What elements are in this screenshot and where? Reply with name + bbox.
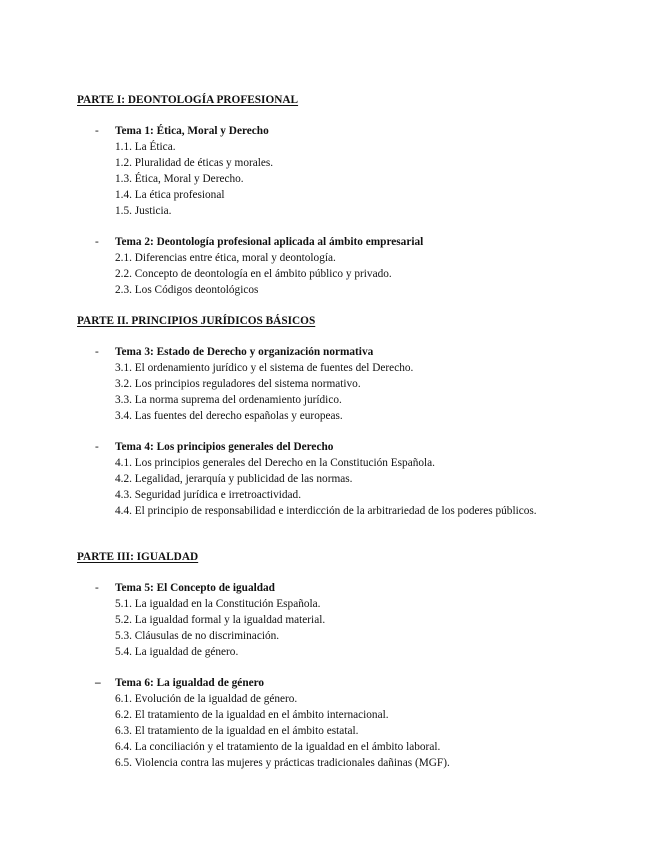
list-item: 5.1. La igualdad en la Constitución Española.: [115, 598, 321, 610]
part-heading: PARTE I: DEONTOLOGÍA PROFESIONAL: [77, 94, 299, 106]
list-item: 4.3. Seguridad jurídica e irretroactividad.: [115, 489, 302, 501]
list-item: 3.1. El ordenamiento jurídico y el sistema de fuentes del Derecho.: [115, 362, 414, 374]
tema-heading: [95, 345, 373, 359]
list-item: 6.3. El tratamiento de la igualdad en el ámbito estatal.: [115, 725, 359, 737]
tema-heading: [95, 124, 269, 138]
list-item: 5.4. La igualdad de género.: [115, 646, 239, 658]
tema-heading: [95, 581, 275, 595]
list-item: 5.2. La igualdad formal y la igualdad material.: [115, 614, 326, 626]
part-heading: PARTE II. PRINCIPIOS JURÍDICOS BÁSICOS: [77, 315, 316, 327]
list-item: 3.4. Las fuentes del derecho españolas y europeas.: [115, 410, 343, 422]
bullet-dash: -: [95, 441, 99, 453]
list-item: 1.4. La ética profesional: [115, 189, 225, 201]
list-item: 1.2. Pluralidad de éticas y morales.: [115, 157, 274, 169]
list-item: 3.2. Los principios reguladores del sistema normativo.: [115, 378, 361, 390]
list-item: 3.3. La norma suprema del ordenamiento jurídico.: [115, 394, 342, 406]
list-item: 4.1. Los principios generales del Derecho en la Constitución Española.: [115, 457, 435, 469]
list-item: 6.5. Violencia contra las mujeres y prácticas tradicionales dañinas (MGF).: [115, 757, 450, 769]
list-item: 6.2. El tratamiento de la igualdad en el ámbito internacional.: [115, 709, 389, 721]
tema-title: Tema 4: Los principios generales del Derecho: [115, 441, 334, 453]
list-item: 4.2. Legalidad, jerarquía y publicidad de las normas.: [115, 473, 353, 485]
bullet-dash: -: [95, 582, 99, 594]
tema-title: Tema 5: El Concepto de igualdad: [115, 582, 275, 594]
list-item: 6.1. Evolución de la igualdad de género.: [115, 693, 298, 705]
bullet-dash: -: [95, 346, 99, 358]
tema-heading: [95, 440, 333, 454]
list-item: 6.4. La conciliación y el tratamiento de la igualdad en el ámbito laboral.: [115, 741, 441, 753]
part-heading: PARTE III: IGUALDAD: [77, 551, 199, 563]
tema-heading: [95, 235, 423, 249]
tema-title: Tema 1: Ética, Moral y Derecho: [115, 125, 269, 137]
list-item: 2.1. Diferencias entre ética, moral y deontología.: [115, 252, 336, 264]
list-item: 2.2. Concepto de deontología en el ámbito público y privado.: [115, 268, 392, 280]
tema-title: Tema 2: Deontología profesional aplicada al ámbito empresarial: [115, 236, 424, 248]
tema-heading: [95, 676, 264, 690]
list-item: 4.4. El principio de responsabilidad e interdicción de la arbitrariedad de los poderes públicos.: [115, 505, 537, 517]
list-item: 1.3. Ética, Moral y Derecho.: [115, 173, 244, 185]
list-item: 2.3. Los Códigos deontológicos: [115, 284, 259, 296]
list-item: 1.1. La Ética.: [115, 141, 176, 153]
list-item: 5.3. Cláusulas de no discriminación.: [115, 630, 280, 642]
bullet-dash: -: [95, 125, 99, 137]
tema-title: Tema 3: Estado de Derecho y organización normativa: [115, 346, 374, 358]
tema-title: Tema 6: La igualdad de género: [115, 677, 265, 689]
list-item: 1.5. Justicia.: [115, 205, 172, 217]
bullet-dash: -: [95, 236, 99, 248]
bullet-dash: –: [95, 677, 101, 689]
